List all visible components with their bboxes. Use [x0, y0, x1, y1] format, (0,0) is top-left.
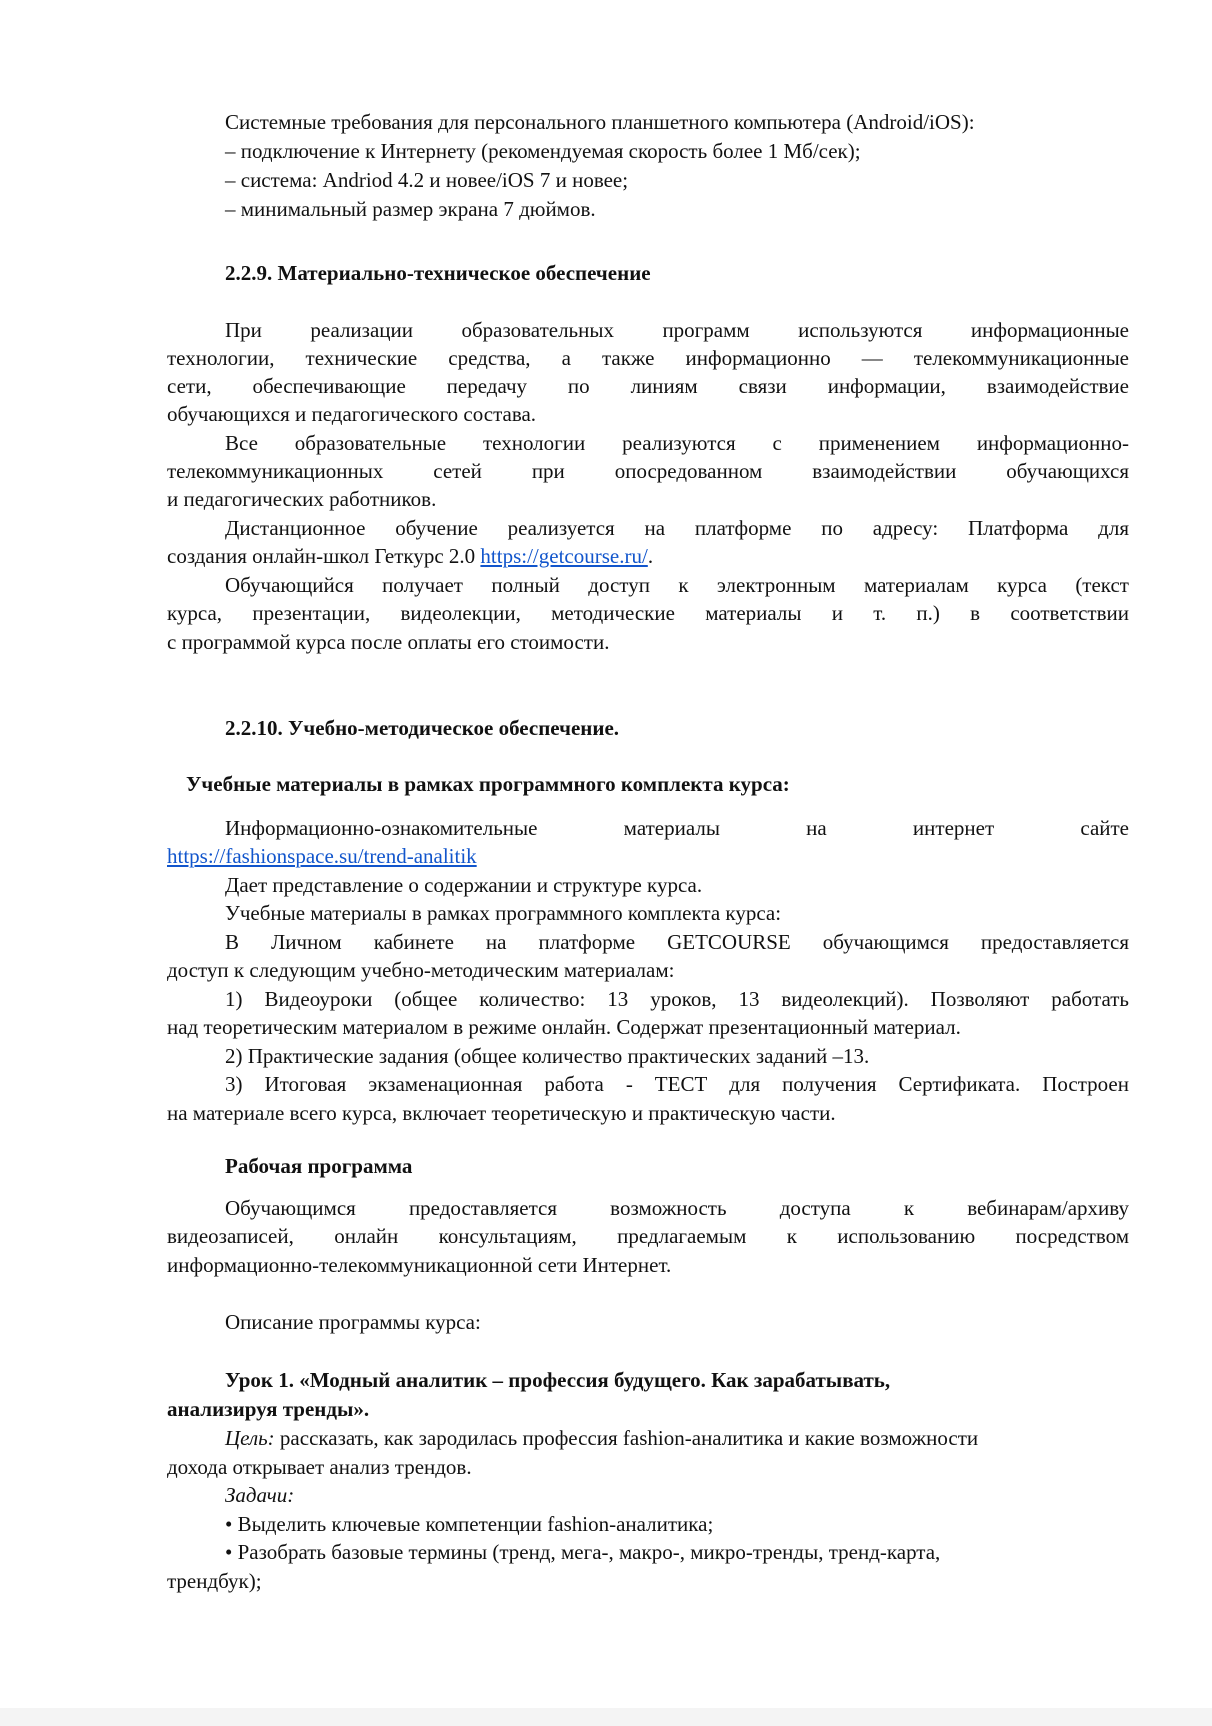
- work-program-line3: информационно-телекоммуникационной сети Интернет.: [167, 1253, 672, 1277]
- section-229-para4-line2: курса, презентации, видеолекции, методические материалы и т. п.) в соответствии: [167, 601, 1129, 625]
- getcourse-link[interactable]: https://getcourse.ru/: [480, 544, 648, 568]
- lesson1-goal-line1: [225, 1424, 978, 1452]
- requirement-internet: – подключение к Интернету (рекомендуемая скорость более 1 Мб/сек);: [225, 139, 861, 163]
- section-229-para4-line3: с программой курса после оплаты его стоимости.: [167, 630, 610, 654]
- work-program-line1: Обучающимся предоставляется возможность доступа к вебинарам/архиву: [225, 1196, 1129, 1220]
- materials-heading: Учебные материалы в рамках программного комплекта курса:: [225, 901, 782, 925]
- item2-line: 2) Практические задания (общее количество практических заданий –13.: [225, 1044, 870, 1068]
- section-229-para1-line4: обучающихся и педагогического состава.: [167, 402, 537, 426]
- section-229-para4-line1: Обучающийся получает полный доступ к электронным материалам курса (текст: [225, 573, 1129, 597]
- item1-line2: над теоретическим материалом в режиме онлайн. Содержат презентационный материал.: [167, 1015, 961, 1039]
- task2-line2: трендбук);: [167, 1569, 262, 1593]
- section-229-para2-line1: Все образовательные технологии реализуются с применением информационно-: [225, 431, 1129, 455]
- task1: • Выделить ключевые компетенции fashion-аналитика;: [225, 1512, 714, 1536]
- goal-text: рассказать, как зародилась профессия fashion-аналитика и какие возможности: [274, 1426, 979, 1450]
- section-229-para2-line3: и педагогических работников.: [167, 487, 437, 511]
- section-229-para3-line1: Дистанционное обучение реализуется на платформе по адресу: Платформа для: [225, 516, 1129, 540]
- section-229-para3-line2: [167, 542, 653, 570]
- work-program-line2: видеозаписей, онлайн консультациям, предлагаемым к использованию посредством: [167, 1224, 1129, 1248]
- section-229-para1-line3: сети, обеспечивающие передачу по линиям связи информации, взаимодействие: [167, 374, 1129, 398]
- info-materials-link-line: [167, 842, 477, 870]
- item1-line1: 1) Видеоуроки (общее количество: 13 уроков, 13 видеолекций). Позволяют работать: [225, 987, 1129, 1011]
- work-program-title: Рабочая программа: [225, 1154, 413, 1178]
- item3-line1: 3) Итоговая экзаменационная работа - ТЕСТ для получения Сертификата. Построен: [225, 1072, 1129, 1096]
- section-2210-subtitle: Учебные материалы в рамках программного комплекта курса:: [186, 772, 790, 796]
- cabinet-line2: доступ к следующим учебно-методическим материалам:: [167, 958, 675, 982]
- requirement-screen: – минимальный размер экрана 7 дюймов.: [225, 197, 596, 221]
- task2-line1: • Разобрать базовые термины (тренд, мега-, макро-, микро-тренды, тренд-карта,: [225, 1540, 941, 1564]
- system-requirements-heading: Системные требования для персонального планшетного компьютера (Android/iOS):: [225, 110, 975, 134]
- lesson1-title-line2: анализируя тренды».: [167, 1397, 370, 1421]
- lesson1-goal-line2: дохода открывает анализ трендов.: [167, 1455, 472, 1479]
- section-2210-title: 2.2.10. Учебно-методическое обеспечение.: [225, 716, 620, 740]
- para3-text: создания онлайн-школ Геткурс 2.0: [167, 544, 481, 568]
- section-229-para1-line1: При реализации образовательных программ используются информационные: [225, 318, 1129, 342]
- goal-label: Цель:: [225, 1426, 275, 1450]
- fashionspace-link[interactable]: https://fashionspace.su/trend-analitik: [167, 844, 477, 868]
- lesson1-title-line1: Урок 1. «Модный аналитик – профессия будущего. Как зарабатывать,: [225, 1368, 891, 1392]
- course-description-heading: Описание программы курса:: [225, 1310, 481, 1334]
- section-229-para2-line2: телекоммуникационных сетей при опосредованном взаимодействии обучающихся: [167, 459, 1129, 483]
- tasks-label: Задачи:: [225, 1483, 295, 1507]
- page-bottom-edge: [0, 1708, 1212, 1726]
- info-materials-line: Информационно-ознакомительные материалы на интернет сайте: [225, 816, 1129, 840]
- section-229-para1-line2: технологии, технические средства, а также информационно — телекоммуникационные: [167, 346, 1129, 370]
- requirement-os: – система: Andriod 4.2 и новее/iOS 7 и новее;: [225, 168, 629, 192]
- cabinet-line1: В Личном кабинете на платформе GETCOURSE обучающимся предоставляется: [225, 930, 1129, 954]
- section-229-title: 2.2.9. Материально-техническое обеспечение: [225, 261, 651, 285]
- item3-line2: на материале всего курса, включает теоретическую и практическую части.: [167, 1101, 836, 1125]
- course-overview: Дает представление о содержании и структуре курса.: [225, 873, 703, 897]
- para3-period: .: [647, 544, 654, 568]
